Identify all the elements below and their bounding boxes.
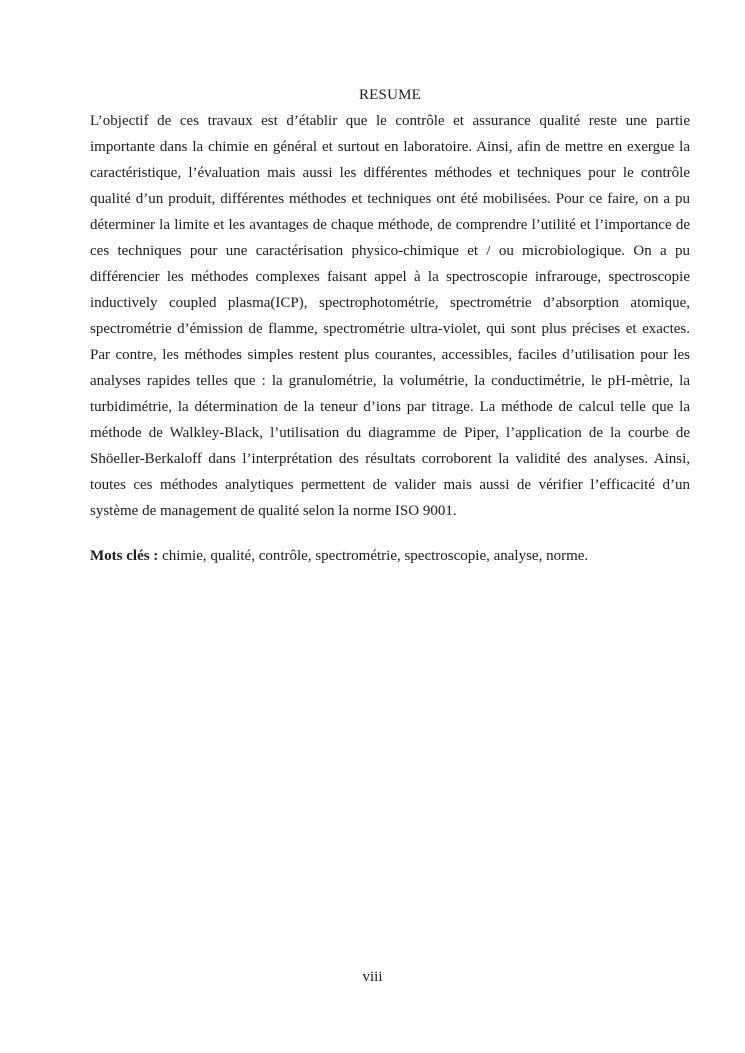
keywords-label: Mots clés :: [90, 548, 159, 564]
keywords-line: [90, 543, 690, 569]
keywords-text: chimie, qualité, contrôle, spectrométrie, spectroscopie, analyse, norme.: [158, 548, 589, 564]
page-title: RESUME: [358, 87, 422, 103]
abstract-paragraph: L’objectif de ces travaux est d’établir que le contrôle et assurance qualité reste une partie importante dans la chimie en général et surtout en laboratoire. Ainsi, afin de mettre en exergue la caractéristique, l’évaluation mais aussi les différentes méthodes et techniques pour le contrôle qualité d’un produit, différentes méthodes et techniques ont été mobilisées. Pour ce faire, on a pu déterminer la limite et les avantages de chaque méthode, de comprendre l’utilité et l’importance de ces techniques pour une caractérisation physico-chimique et / ou microbiologique. On a pu différencier les méthodes complexes faisant appel à la spectroscopie infrarouge, spectroscopie inductively coupled plasma(ICP), spectrophotométrie, spectrométrie d’absorption atomique, spectrométrie d’émission de flamme, spectrométrie ultra-violet, qui sont plus précises et exactes. Par contre, les méthodes simples restent plus courantes, accessibles, faciles d’utilisation pour les analyses rapides telles que : la granulométrie, la volumétrie, la conductimétrie, le pH-mètrie, la turbidimétrie, la détermination de la teneur d’ions par titrage. La méthode de calcul telle que la méthode de Walkley-Black, l’utilisation du diagramme de Piper, l’application de la courbe de Shöeller-Berkaloff dans l’interprétation des résultats corroborent la validité des analyses. Ainsi, toutes ces méthodes analytiques permettent de valider mais aussi de vérifier l’efficacité d’un système de management de qualité selon la norme ISO 9001.: [90, 113, 690, 519]
page-content: [90, 82, 690, 569]
page-number: viii: [362, 969, 383, 985]
